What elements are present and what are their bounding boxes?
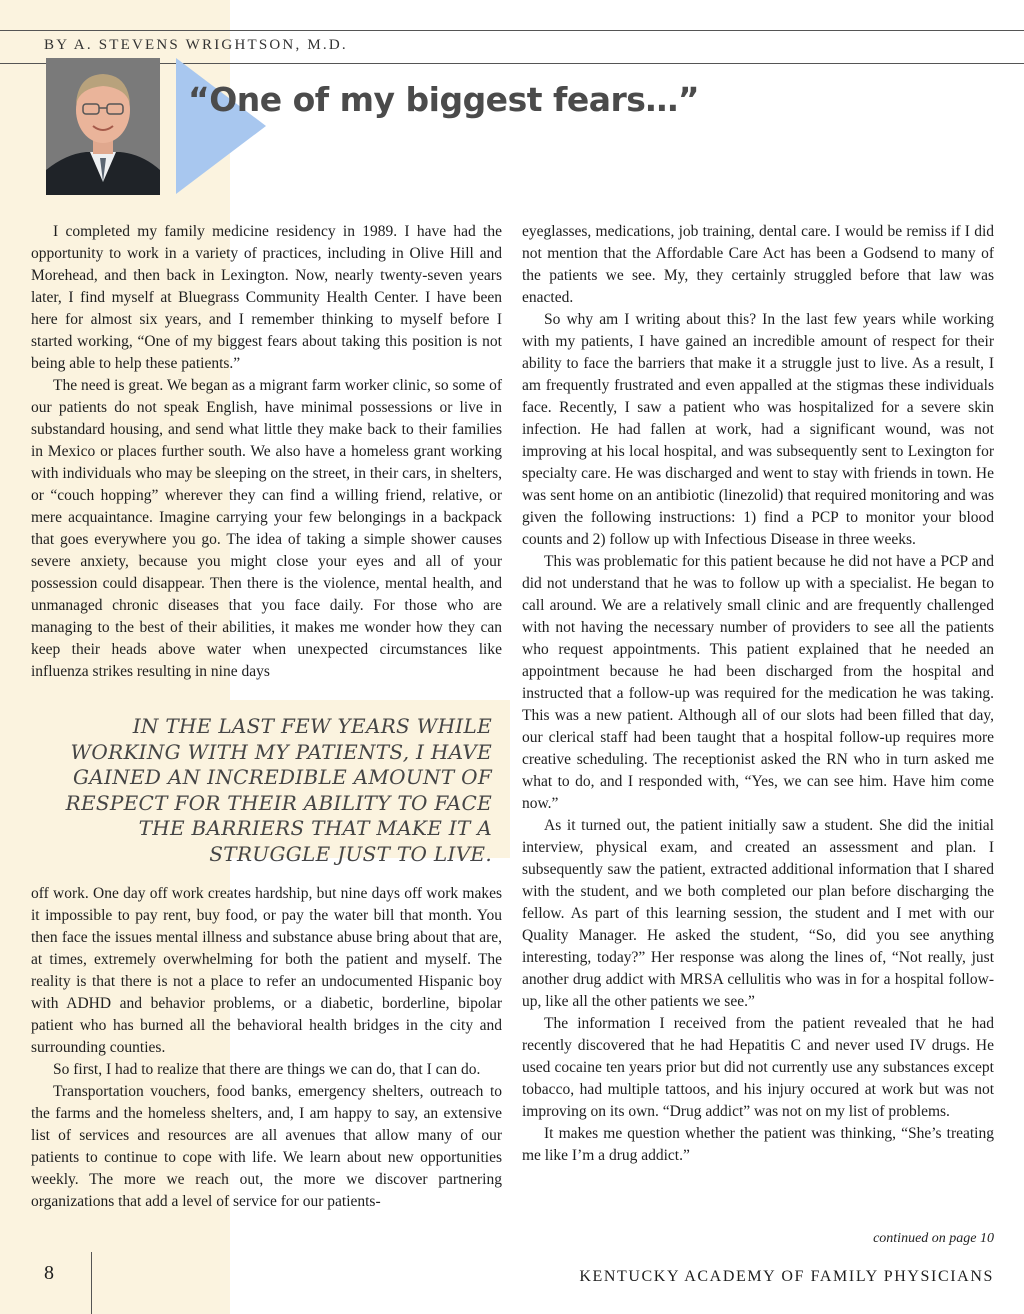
pull-quote: IN THE LAST FEW YEARS WHILE WORKING WITH MY PATIENTS, I HAVE GAINED AN INCREDIBLE AMOUNT OF RESPECT FOR THEIR ABILITY TO FACE THE BARRIERS THAT MAKE IT A STRUGGLE JUST TO LIVE. bbox=[65, 714, 492, 866]
author-byline: BY A. STEVENS WRIGHTSON, M.D. bbox=[44, 37, 348, 53]
paragraph: So why am I writing about this? In the last few years while working with my patients, I have gained an incredible amount of respect for their ability to face the barriers that make it a struggle just to live. As a result, I am frequently frustrated and even appalled at the stigmas these individuals face. Recently, I saw a patient who was hospitalized for a severe skin infection. He had fallen at work, had a significant wound, was not improving at his local hospital, and was subsequently sent to Lexington for specialty care. He was discharged and went to stay with friends in town. He was sent home on an antibiotic (linezolid) that required monitoring and was given the following instructions: 1) find a PCP to monitor your blood counts and 2) follow up with Infectious Disease in three weeks. bbox=[522, 311, 994, 548]
page-number: 8 bbox=[44, 1262, 54, 1284]
paragraph: off work. One day off work creates hardship, but nine days off work makes it impossible to pay rent, buy food, or pay the water bill that month. You then face the issues mental illness and substance abuse bring about that are, at times, extremely overwhelming for both the patient and myself. The reality is that there is not a place to refer an undocumented Hispanic boy with ADHD and behavior problems, or a diabetic, borderline, bipolar patient who has burned all the behavioral health bridges in the city and surrounding counties. bbox=[31, 885, 502, 1056]
paragraph: The need is great. We began as a migrant farm worker clinic, so some of our patients do not speak English, have minimal possessions or live in substandard housing, and send what little they make back to their families in Mexico or places further south. We also have a homeless grant working with individuals who may be sleeping on the street, in their cars, in shelters, or “couch hopping” wherever they can find a willing friend, relative, or mere acquaintance. Imagine carrying your few belongings in a backpack that goes everywhere you go. The idea of taking a simple shower causes severe anxiety, because you might close your eyes and all of your possession could disappear. Then there is the violence, mental health, and unmanaged chronic diseases that you face daily. For those who are managing to the best of their abilities, it makes me wonder how they can keep their heads above water when unexpected circumstances like influenza strikes resulting in nine days bbox=[31, 377, 502, 680]
left-column-bottom bbox=[31, 883, 502, 1213]
footer-divider bbox=[91, 1252, 92, 1314]
paragraph: I completed my family medicine residency in 1989. I have had the opportunity to work in a variety of practices, including in Olive Hill and Morehead, and then back in Lexington. Now, nearly twenty-seven years later, I find myself at Bluegrass Community Health Center. I have been here for almost six years, and I remember thinking to myself before I started working, “One of my biggest fears about taking this position is not being able to help these patients.” bbox=[31, 223, 502, 372]
paragraph: This was problematic for this patient because he did not have a PCP and did not understand that he was to follow up with a specialist. He began to call around. We are a relatively small clinic and are frequently challenged with not having the necessary number of providers to see all the patients who request appointments. This patient explained that he needed an appointment because he had been discharged from the hospital and instructed that a follow-up was required for the medication he was taking. This was a new patient. Although all of our slots had been filled that day, our clerical staff had been taught that a hospital follow-up requires more creative scheduling. The receptionist asked the RN who in turn asked me what to do, and I responded with, “Yes, we can see him. Have him come now.” bbox=[522, 553, 994, 812]
paragraph: eyeglasses, medications, job training, dental care. I would be remiss if I did not mention that the Affordable Care Act has been a Godsend to many of the patients we see. My, they certainly struggled before that law was enacted. bbox=[522, 223, 994, 306]
paragraph: So first, I had to realize that there are things we can do, that I can do. bbox=[53, 1061, 481, 1078]
header-rule-top bbox=[0, 30, 1024, 31]
paragraph: It makes me question whether the patient was thinking, “She’s treating me like I’m a drug addict.” bbox=[522, 1125, 994, 1164]
left-column-top bbox=[31, 221, 502, 683]
blue-arrow-graphic bbox=[176, 58, 266, 194]
paragraph: The information I received from the patient revealed that he had recently discovered that he had Hepatitis C and never used IV drugs. He used cocaine ten years prior but did not currently use any substances except tobacco, had multiple tattoos, and his injury occured at work but was not improving on its own. “Drug addict” was not on my list of problems. bbox=[522, 1015, 994, 1120]
author-photo bbox=[46, 58, 160, 195]
paragraph: Transportation vouchers, food banks, emergency shelters, outreach to the farms and the homeless shelters, and, I am happy to say, an extensive list of services and resources are all avenues that allow many of our patients to continue to cope with life. We learn about new opportunities weekly. The more we reach out, the more we discover partnering organizations that add a level of service for our patients- bbox=[31, 1083, 502, 1210]
publication-name: KENTUCKY ACADEMY OF FAMILY PHYSICIANS bbox=[579, 1268, 994, 1285]
paragraph: As it turned out, the patient initially saw a student. She did the initial interview, physical exam, and created an assessment and plan. I subsequently saw the patient, extracted additional information that I shared with the student, and we both completed our plan before discharging the fellow. As part of this learning session, the student and I met with our Quality Manager. He asked the student, “So, did you see anything interesting, today?” Her response was along the lines of, “Not really, just another drug addict with MRSA cellulitis who was in for a hospital follow-up, like all the other patients we see.” bbox=[522, 817, 994, 1010]
article-title: “One of my biggest fears…” bbox=[188, 80, 700, 119]
continued-note: continued on page 10 bbox=[873, 1231, 994, 1246]
right-column bbox=[522, 221, 994, 1167]
